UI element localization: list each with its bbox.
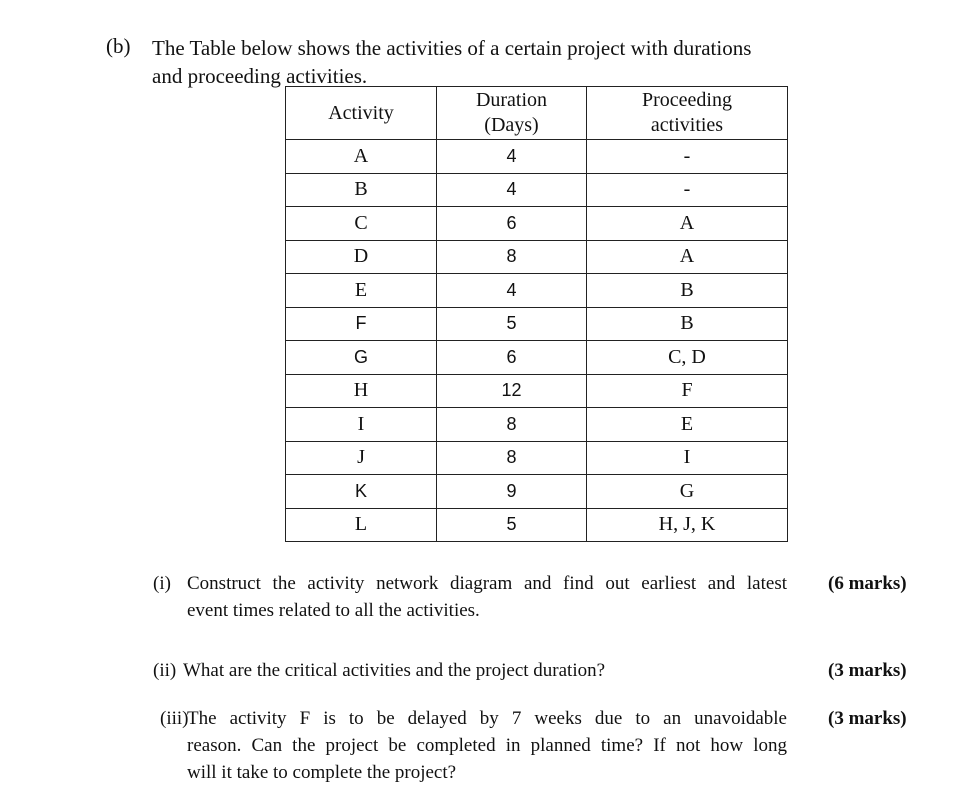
cell-duration: 6 (437, 341, 587, 375)
cell-duration: 5 (437, 307, 587, 341)
cell-proceeding: - (587, 173, 788, 207)
subquestion-3-line1: The activity F is to be delayed by 7 weeks due to an unavoidable (187, 708, 787, 729)
header-duration-line2: (Days) (484, 114, 539, 136)
cell-activity: A (286, 140, 437, 174)
cell-activity: E (286, 274, 437, 308)
cell-activity: F (286, 307, 437, 341)
header-duration-line1: Duration (475, 89, 548, 111)
cell-activity: B (286, 173, 437, 207)
cell-duration: 9 (437, 475, 587, 509)
cell-duration: 5 (437, 508, 587, 542)
subquestion-1-marks: (6 marks) (828, 573, 907, 594)
cell-activity: L (286, 508, 437, 542)
cell-activity: G (286, 341, 437, 375)
cell-duration: 4 (437, 274, 587, 308)
cell-duration: 8 (437, 408, 587, 442)
cell-activity: H (286, 374, 437, 408)
cell-duration: 6 (437, 207, 587, 241)
header-proceeding (587, 87, 788, 140)
cell-proceeding: - (587, 140, 788, 174)
table-row (286, 240, 788, 274)
subquestion-1-line2: event times related to all the activities. (187, 600, 480, 621)
subquestion-3-line2: reason. Can the project be completed in planned time? If not how long (187, 735, 787, 756)
subquestion-1-text (187, 570, 787, 624)
table-row (286, 274, 788, 308)
subquestion-2-number: (ii) (153, 660, 177, 681)
table-row (286, 207, 788, 241)
subquestion-3-marks: (3 marks) (828, 708, 907, 729)
table-row (286, 441, 788, 475)
cell-proceeding: B (587, 274, 788, 308)
subquestion-3-line3: will it take to complete the project? (187, 762, 457, 783)
cell-proceeding: C, D (587, 341, 788, 375)
cell-duration: 12 (437, 374, 587, 408)
cell-proceeding: A (587, 240, 788, 274)
table-row (286, 307, 788, 341)
table-row (286, 374, 788, 408)
cell-proceeding: H, J, K (587, 508, 788, 542)
table-row (286, 408, 788, 442)
table-row (286, 475, 788, 509)
subquestion-2-marks: (3 marks) (828, 660, 907, 681)
subquestion-1-line1: Construct the activity network diagram and find out earliest and latest (187, 573, 787, 594)
table-row (286, 341, 788, 375)
header-proceeding-line2: activities (650, 114, 724, 136)
cell-proceeding: E (587, 408, 788, 442)
cell-activity: K (286, 475, 437, 509)
cell-activity: D (286, 240, 437, 274)
subquestion-3-number: (iii) (160, 708, 189, 729)
subquestion-2-text: What are the critical activities and the project duration? (183, 660, 606, 681)
header-activity (286, 87, 437, 140)
cell-proceeding: B (587, 307, 788, 341)
cell-activity: J (286, 441, 437, 475)
cell-proceeding: I (587, 441, 788, 475)
activity-table (285, 86, 788, 542)
table-header-row (286, 87, 788, 140)
cell-duration: 4 (437, 140, 587, 174)
cell-proceeding: F (587, 374, 788, 408)
cell-proceeding: G (587, 475, 788, 509)
cell-activity: C (286, 207, 437, 241)
cell-duration: 8 (437, 441, 587, 475)
table-row (286, 508, 788, 542)
header-activity-label: Activity (328, 101, 394, 124)
subquestion-3-text (187, 705, 787, 786)
subquestion-1-number: (i) (153, 573, 171, 594)
question-label: (b) (106, 34, 131, 58)
cell-proceeding: A (587, 207, 788, 241)
cell-duration: 4 (437, 173, 587, 207)
cell-activity: I (286, 408, 437, 442)
header-duration (437, 87, 587, 140)
cell-duration: 8 (437, 240, 587, 274)
table-row (286, 173, 788, 207)
header-proceeding-line1: Proceeding (642, 89, 732, 111)
question-intro: The Table below shows the activities of a certain project with durations and proceeding activities. (152, 36, 752, 88)
table-row (286, 140, 788, 174)
